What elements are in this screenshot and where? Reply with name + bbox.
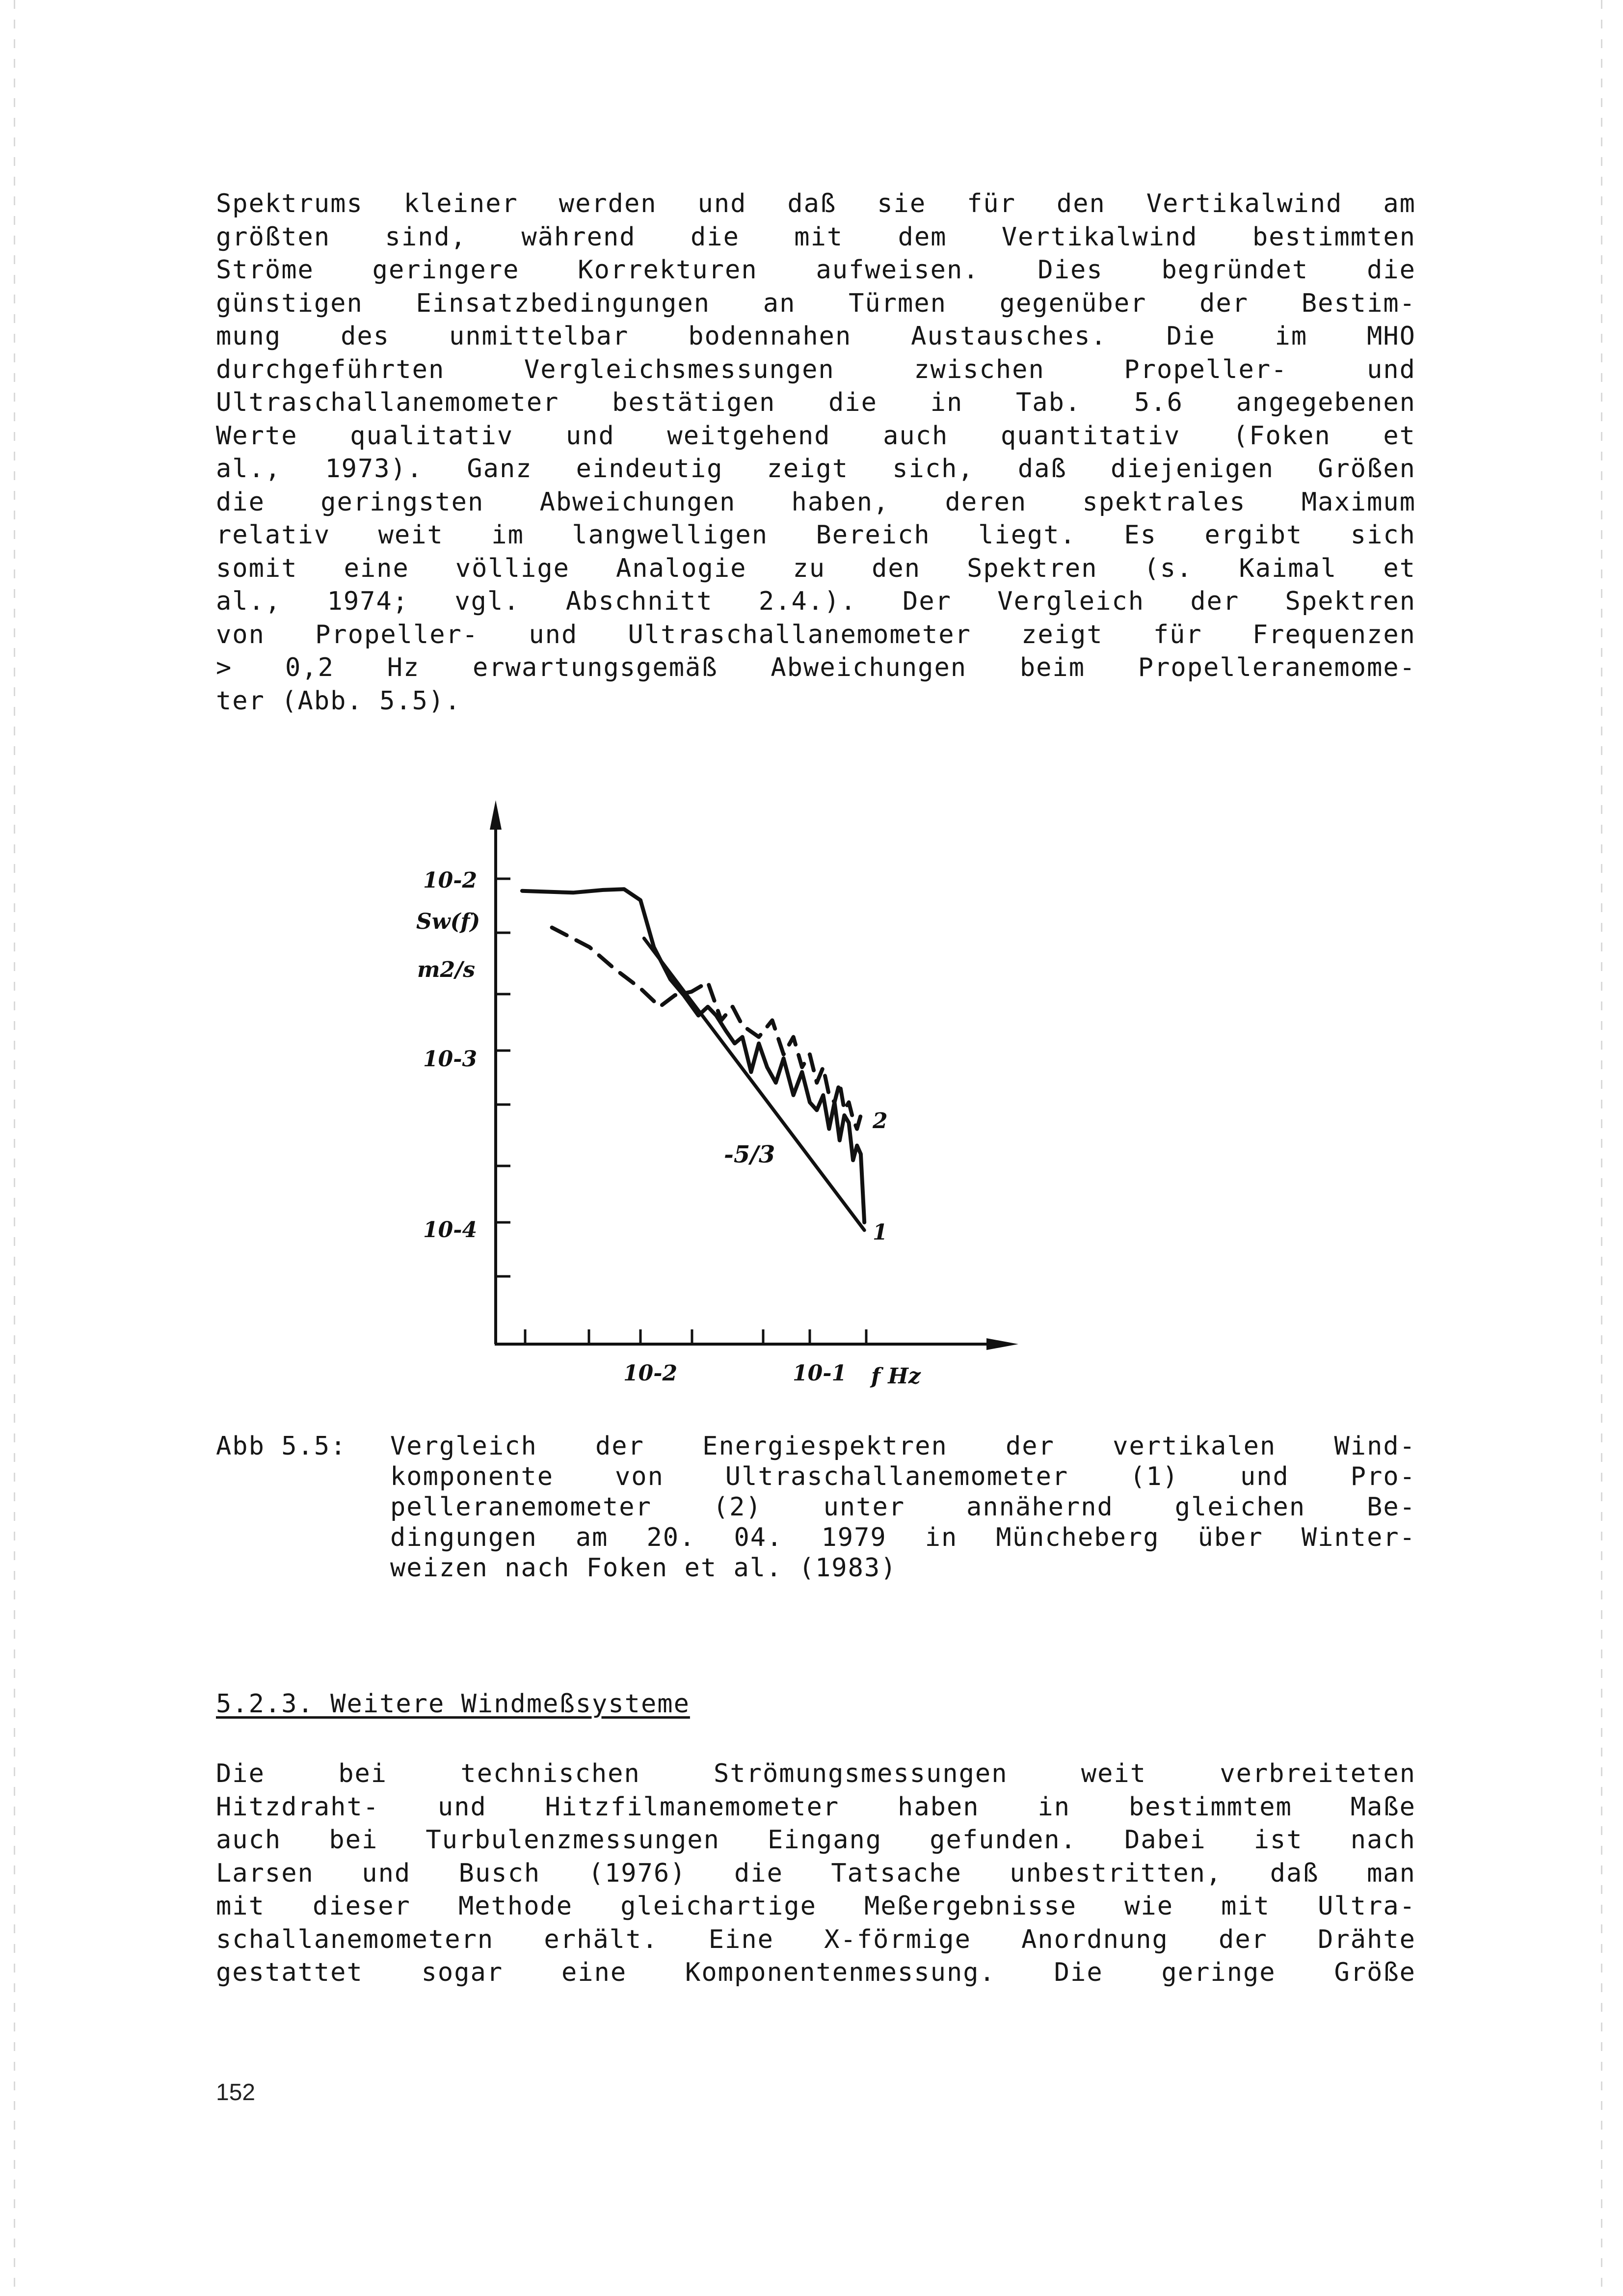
text-line: mit dieser Methode gleichartige Meßergebnisse wie mit Ultra- xyxy=(216,1891,1416,1921)
text-line: Larsen und Busch (1976) die Tatsache unbestritten, daß man xyxy=(216,1858,1416,1888)
body-paragraph-2 xyxy=(216,1757,1416,1990)
y-axis-arrow xyxy=(490,800,502,830)
curve-label-2: 2 xyxy=(873,1108,888,1134)
text-line: die geringsten Abweichungen haben, deren spektrales Maximum xyxy=(216,487,1416,517)
y-tick-label: 10-3 xyxy=(423,1047,478,1072)
text-line: gestattet sogar eine Komponentenmessung. Die geringe Größe xyxy=(216,1958,1416,1987)
y-tick-label: 10-4 xyxy=(423,1217,478,1243)
text-line: von Propeller- und Ultraschallanemometer zeigt für Frequenzen xyxy=(216,620,1416,649)
y-tick-label: 10-2 xyxy=(423,868,478,893)
text-line: durchgeführten Vergleichsmessungen zwischen Propeller- und xyxy=(216,354,1416,384)
x-axis-arrow xyxy=(986,1338,1018,1350)
text-line: schallanemometern erhält. Eine X-förmige Anordnung der Drähte xyxy=(216,1924,1416,1954)
text-line: Ströme geringere Korrekturen aufweisen. Dies begründet die xyxy=(216,255,1416,285)
caption-line: Vergleich der Energiespektren der vertikalen Wind- xyxy=(390,1432,1416,1461)
text-line: relativ weit im langwelligen Bereich liegt. Es ergibt sich xyxy=(216,520,1416,550)
x-tick-label: 10-2 xyxy=(623,1361,678,1386)
curve-label-1: 1 xyxy=(873,1220,888,1245)
text-line: Spektrums kleiner werden und daß sie für den Vertikalwind am xyxy=(216,189,1416,218)
y-axis-label-line2: m2/s xyxy=(417,957,476,982)
text-line: Werte qualitativ und weitgehend auch quantitativ (Foken et xyxy=(216,421,1416,451)
text-line: al., 1973). Ganz eindeutig zeigt sich, daß diejenigen Größen xyxy=(216,454,1416,484)
text-line: Hitzdraht- und Hitzfilmanemometer haben in bestimmtem Maße xyxy=(216,1792,1416,1822)
section-heading: 5.2.3. Weitere Windmeßsysteme xyxy=(216,1689,690,1719)
text-line: somit eine völlige Analogie zu den Spektren (s. Kaimal et xyxy=(216,553,1416,583)
text-line: mung des unmittelbar bodennahen Austausches. Die im MHO xyxy=(216,322,1416,351)
text-line: > 0,2 Hz erwartungsgemäß Abweichungen beim Propelleranemome- xyxy=(216,653,1416,682)
text-line: Ultraschallanemometer bestätigen die in Tab. 5.6 angegebenen xyxy=(216,388,1416,417)
reference-slope-line xyxy=(644,938,864,1230)
x-ticks xyxy=(525,1329,866,1344)
text-line: auch bei Turbulenzmessungen Eingang gefunden. Dabei ist nach xyxy=(216,1825,1416,1855)
caption-line: komponente von Ultraschallanemometer (1) und Pro- xyxy=(390,1462,1416,1491)
caption-line: pelleranemometer (2) unter annähernd gleichen Be- xyxy=(390,1492,1416,1522)
x-axis-label: f Hz xyxy=(871,1364,921,1389)
spectrum-curve-1 xyxy=(522,889,864,1222)
text-line: Die bei technischen Strömungsmessungen weit verbreiteten xyxy=(216,1759,1416,1788)
text-line: ter (Abb. 5.5). xyxy=(216,686,461,716)
spectrum-curve-2 xyxy=(552,927,861,1129)
text-line: al., 1974; vgl. Abschnitt 2.4.). Der Vergleich der Spektren xyxy=(216,587,1416,616)
text-line: günstigen Einsatzbedingungen an Türmen gegenüber der Bestim- xyxy=(216,288,1416,318)
figure-axes xyxy=(490,800,1018,1350)
plot-series xyxy=(522,889,864,1230)
figure-caption-label: Abb 5.5: xyxy=(216,1432,347,1461)
y-axis-label-line1: Sw(f) xyxy=(416,909,480,934)
caption-line: dingungen am 20. 04. 1979 in Müncheberg über Winter- xyxy=(390,1523,1416,1552)
y-ticks xyxy=(496,879,510,1276)
figure-caption xyxy=(390,1431,1416,1583)
text-line: größten sind, während die mit dem Vertikalwind bestimmten xyxy=(216,222,1416,252)
caption-line: weizen nach Foken et al. (1983) xyxy=(390,1553,897,1583)
page-number: 152 xyxy=(216,2080,256,2106)
x-tick-label: 10-1 xyxy=(793,1361,847,1386)
slope-label: -5/3 xyxy=(724,1141,775,1168)
